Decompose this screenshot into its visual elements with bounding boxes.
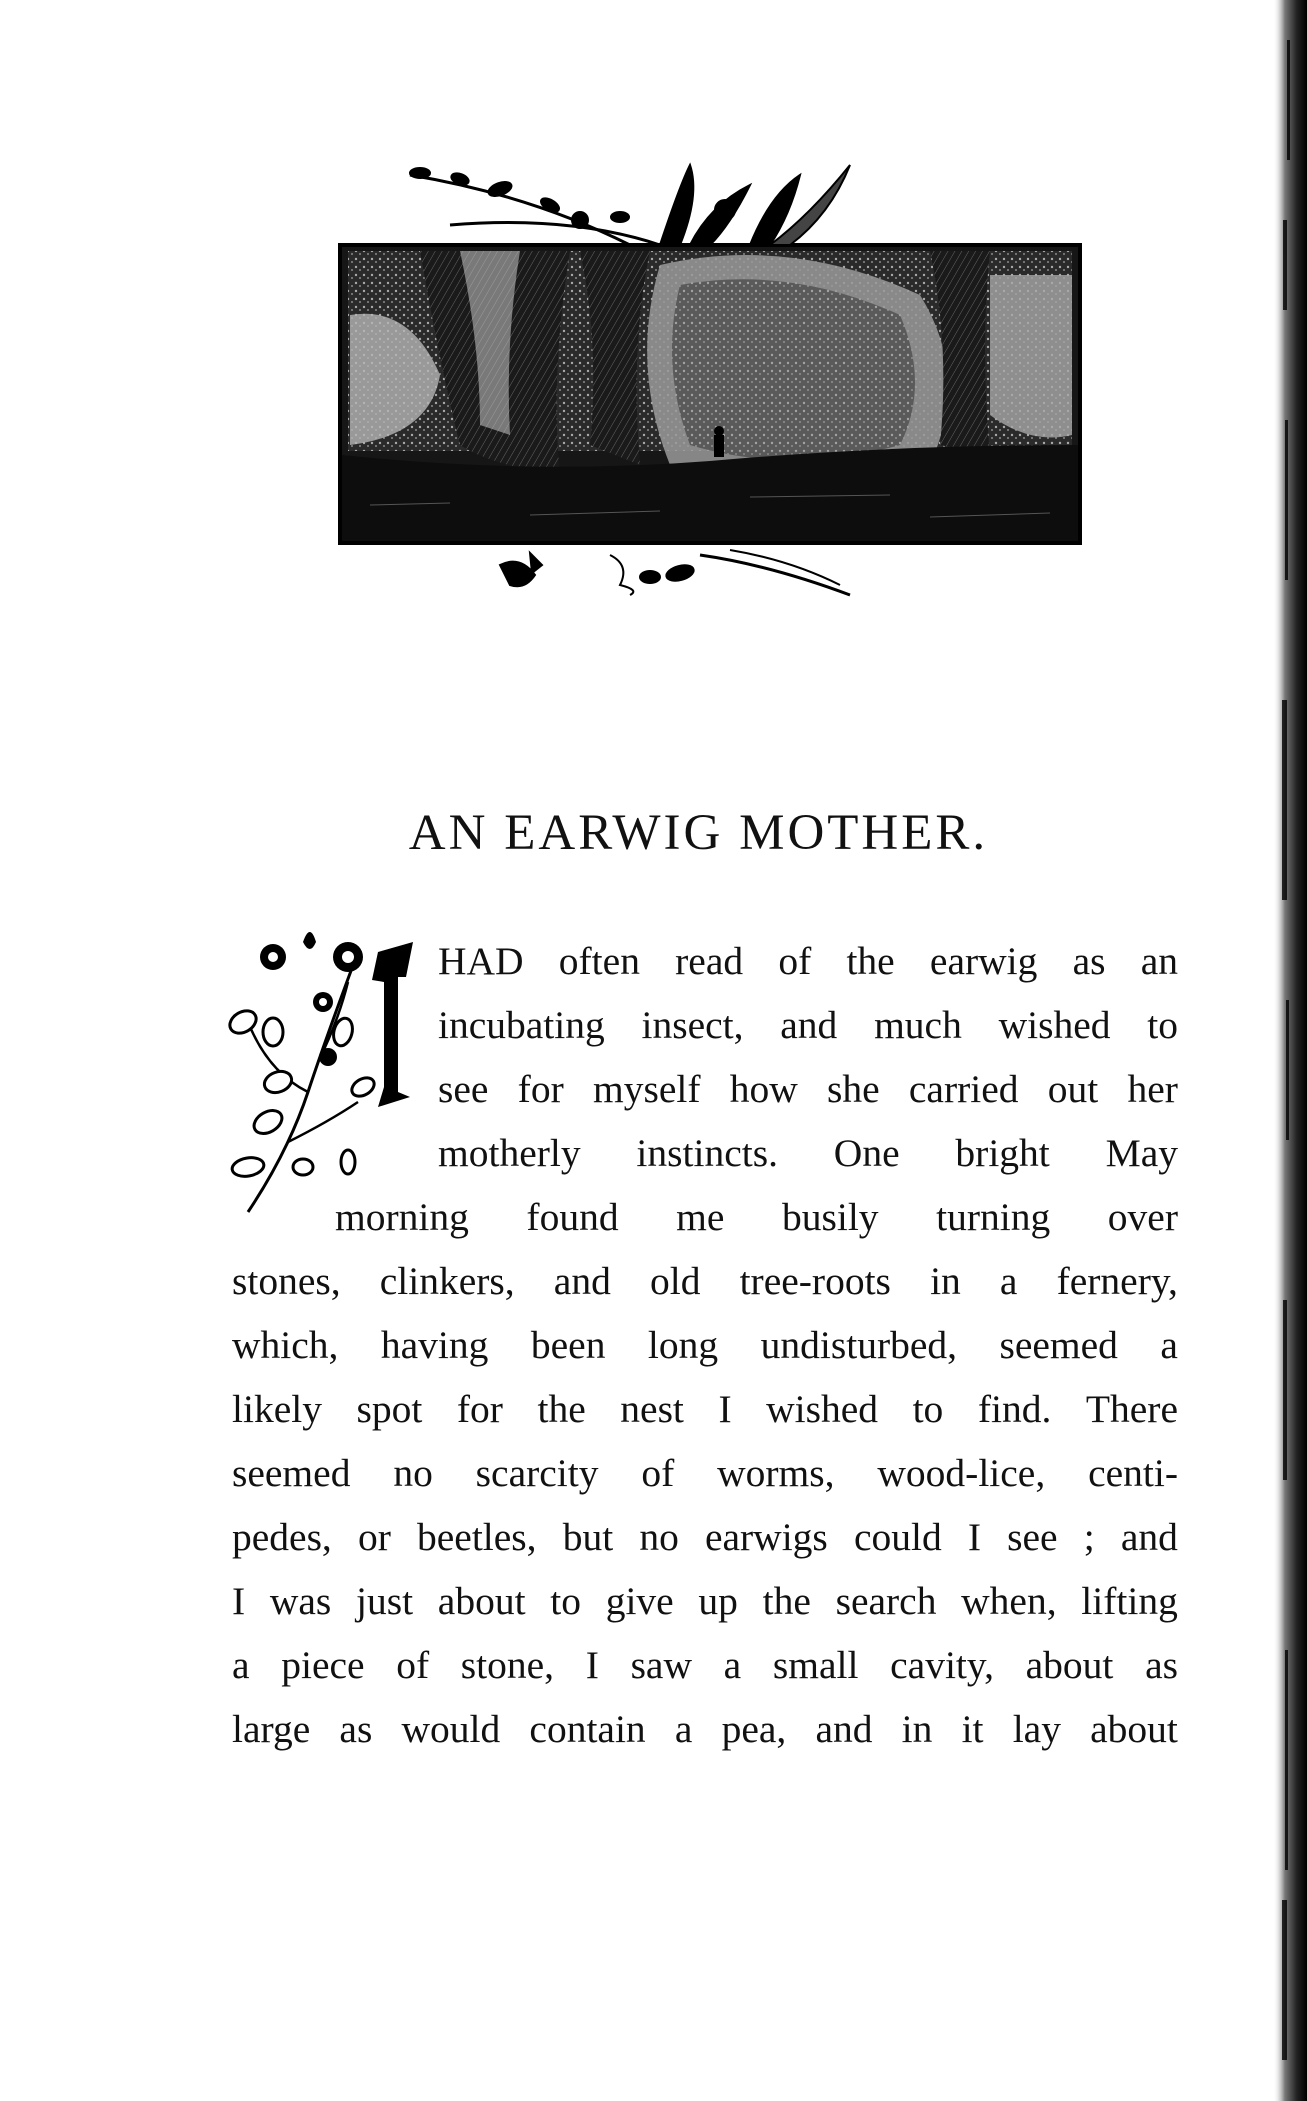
text-line-1	[438, 939, 1178, 983]
word: large	[232, 1707, 311, 1751]
text-line-10	[232, 1515, 1178, 1559]
word: I	[585, 1643, 599, 1687]
word: ;	[1083, 1515, 1095, 1559]
word: One	[833, 1131, 900, 1175]
word: seemed	[999, 1323, 1118, 1367]
word: There	[1085, 1387, 1178, 1431]
text-line-12	[232, 1643, 1178, 1687]
word: insect,	[641, 1003, 744, 1047]
word: no	[639, 1515, 679, 1559]
text-line-6	[232, 1259, 1178, 1303]
word: bright	[955, 1131, 1050, 1175]
word: of	[641, 1451, 675, 1495]
text-line-8	[232, 1387, 1178, 1431]
word: motherly	[438, 1131, 581, 1175]
word: for	[517, 1067, 564, 1111]
word: HAD	[438, 939, 524, 983]
word: and	[1120, 1515, 1178, 1559]
binding-edge-shadow	[1273, 0, 1307, 2101]
word: in	[930, 1259, 961, 1303]
word: no	[393, 1451, 433, 1495]
word: a	[674, 1707, 693, 1751]
word: worms,	[717, 1451, 835, 1495]
word: I	[967, 1515, 981, 1559]
word: pea,	[721, 1707, 787, 1751]
word: wished	[998, 1003, 1111, 1047]
word: centi-	[1088, 1451, 1178, 1495]
text-line-7	[232, 1323, 1178, 1367]
word: likely	[232, 1387, 322, 1431]
word: earwigs	[704, 1515, 828, 1559]
word: carried	[908, 1067, 1019, 1111]
word: wood-lice,	[877, 1451, 1046, 1495]
text-line-2	[438, 1003, 1178, 1047]
text-line-9	[232, 1451, 1178, 1495]
word: her	[1127, 1067, 1178, 1111]
word: beetles,	[417, 1515, 537, 1559]
word: or	[357, 1515, 391, 1559]
word: about	[1025, 1643, 1114, 1687]
word: me	[676, 1195, 725, 1239]
word: how	[729, 1067, 798, 1111]
word: for	[456, 1387, 503, 1431]
word: just	[356, 1579, 414, 1623]
text-line-11	[232, 1579, 1178, 1623]
word: earwig	[929, 939, 1038, 983]
word: and	[815, 1707, 873, 1751]
word: stone,	[460, 1643, 555, 1687]
word: busily	[781, 1195, 879, 1239]
word: but	[562, 1515, 614, 1559]
word: give	[605, 1579, 674, 1623]
word: which,	[232, 1323, 339, 1367]
word: could	[853, 1515, 942, 1559]
word: read	[675, 939, 744, 983]
word: a	[999, 1259, 1018, 1303]
word: small	[772, 1643, 859, 1687]
text-line-4	[438, 1131, 1178, 1175]
word: the	[537, 1387, 586, 1431]
word: it	[961, 1707, 984, 1751]
word: search	[835, 1579, 937, 1623]
woodland-engraving-headpiece	[330, 145, 1090, 615]
word: an	[1140, 939, 1178, 983]
word: scarcity	[475, 1451, 599, 1495]
word: and	[553, 1259, 611, 1303]
word: turning	[936, 1195, 1051, 1239]
word: wished	[766, 1387, 879, 1431]
word: instincts.	[636, 1131, 778, 1175]
word: May	[1105, 1131, 1178, 1175]
word: when,	[961, 1579, 1057, 1623]
word: found	[526, 1195, 619, 1239]
word: in	[901, 1707, 933, 1751]
word: I	[718, 1387, 732, 1431]
word: to	[912, 1387, 944, 1431]
word: the	[762, 1579, 811, 1623]
word: myself	[592, 1067, 701, 1111]
word: lifting	[1081, 1579, 1178, 1623]
chapter-title: AN EARWIG MOTHER.	[408, 805, 989, 861]
word: over	[1107, 1195, 1178, 1239]
word: seemed	[232, 1451, 351, 1495]
text-line-5	[335, 1195, 1178, 1239]
word: out	[1047, 1067, 1099, 1111]
word: saw	[630, 1643, 692, 1687]
word: incubating	[438, 1003, 605, 1047]
word: about	[1090, 1707, 1178, 1751]
word: of	[396, 1643, 430, 1687]
word: see	[1007, 1515, 1058, 1559]
word: tree-roots	[739, 1259, 891, 1303]
floral-drop-cap-initial	[228, 922, 428, 1227]
word: been	[530, 1323, 606, 1367]
word: the	[846, 939, 895, 983]
word: a	[1160, 1323, 1178, 1367]
word: as	[339, 1707, 373, 1751]
word: pedes,	[232, 1515, 332, 1559]
word: stones,	[232, 1259, 341, 1303]
word: was	[269, 1579, 332, 1623]
word: clinkers,	[379, 1259, 515, 1303]
word: lay	[1012, 1707, 1061, 1751]
word: old	[649, 1259, 701, 1303]
text-line-3	[438, 1067, 1178, 1111]
word: spot	[356, 1387, 423, 1431]
word: undisturbed,	[760, 1323, 958, 1367]
word: a	[232, 1643, 250, 1687]
word: she	[826, 1067, 880, 1111]
word: find.	[977, 1387, 1052, 1431]
word: having	[380, 1323, 489, 1367]
word: about	[437, 1579, 526, 1623]
word: and	[780, 1003, 838, 1047]
word: often	[558, 939, 640, 983]
word: cavity,	[890, 1643, 994, 1687]
word: would	[401, 1707, 501, 1751]
word: I	[232, 1579, 246, 1623]
word: up	[698, 1579, 738, 1623]
word: as	[1145, 1643, 1178, 1687]
word: contain	[529, 1707, 646, 1751]
word: much	[874, 1003, 962, 1047]
word: as	[1072, 939, 1106, 983]
word: a	[723, 1643, 742, 1687]
word: see	[438, 1067, 489, 1111]
word: nest	[620, 1387, 684, 1431]
word: fernery,	[1056, 1259, 1178, 1303]
word: long	[647, 1323, 719, 1367]
word: of	[778, 939, 812, 983]
word: to	[1147, 1003, 1178, 1047]
word: piece	[281, 1643, 365, 1687]
word: morning	[335, 1195, 469, 1239]
word: to	[550, 1579, 581, 1623]
text-line-13	[232, 1707, 1178, 1751]
